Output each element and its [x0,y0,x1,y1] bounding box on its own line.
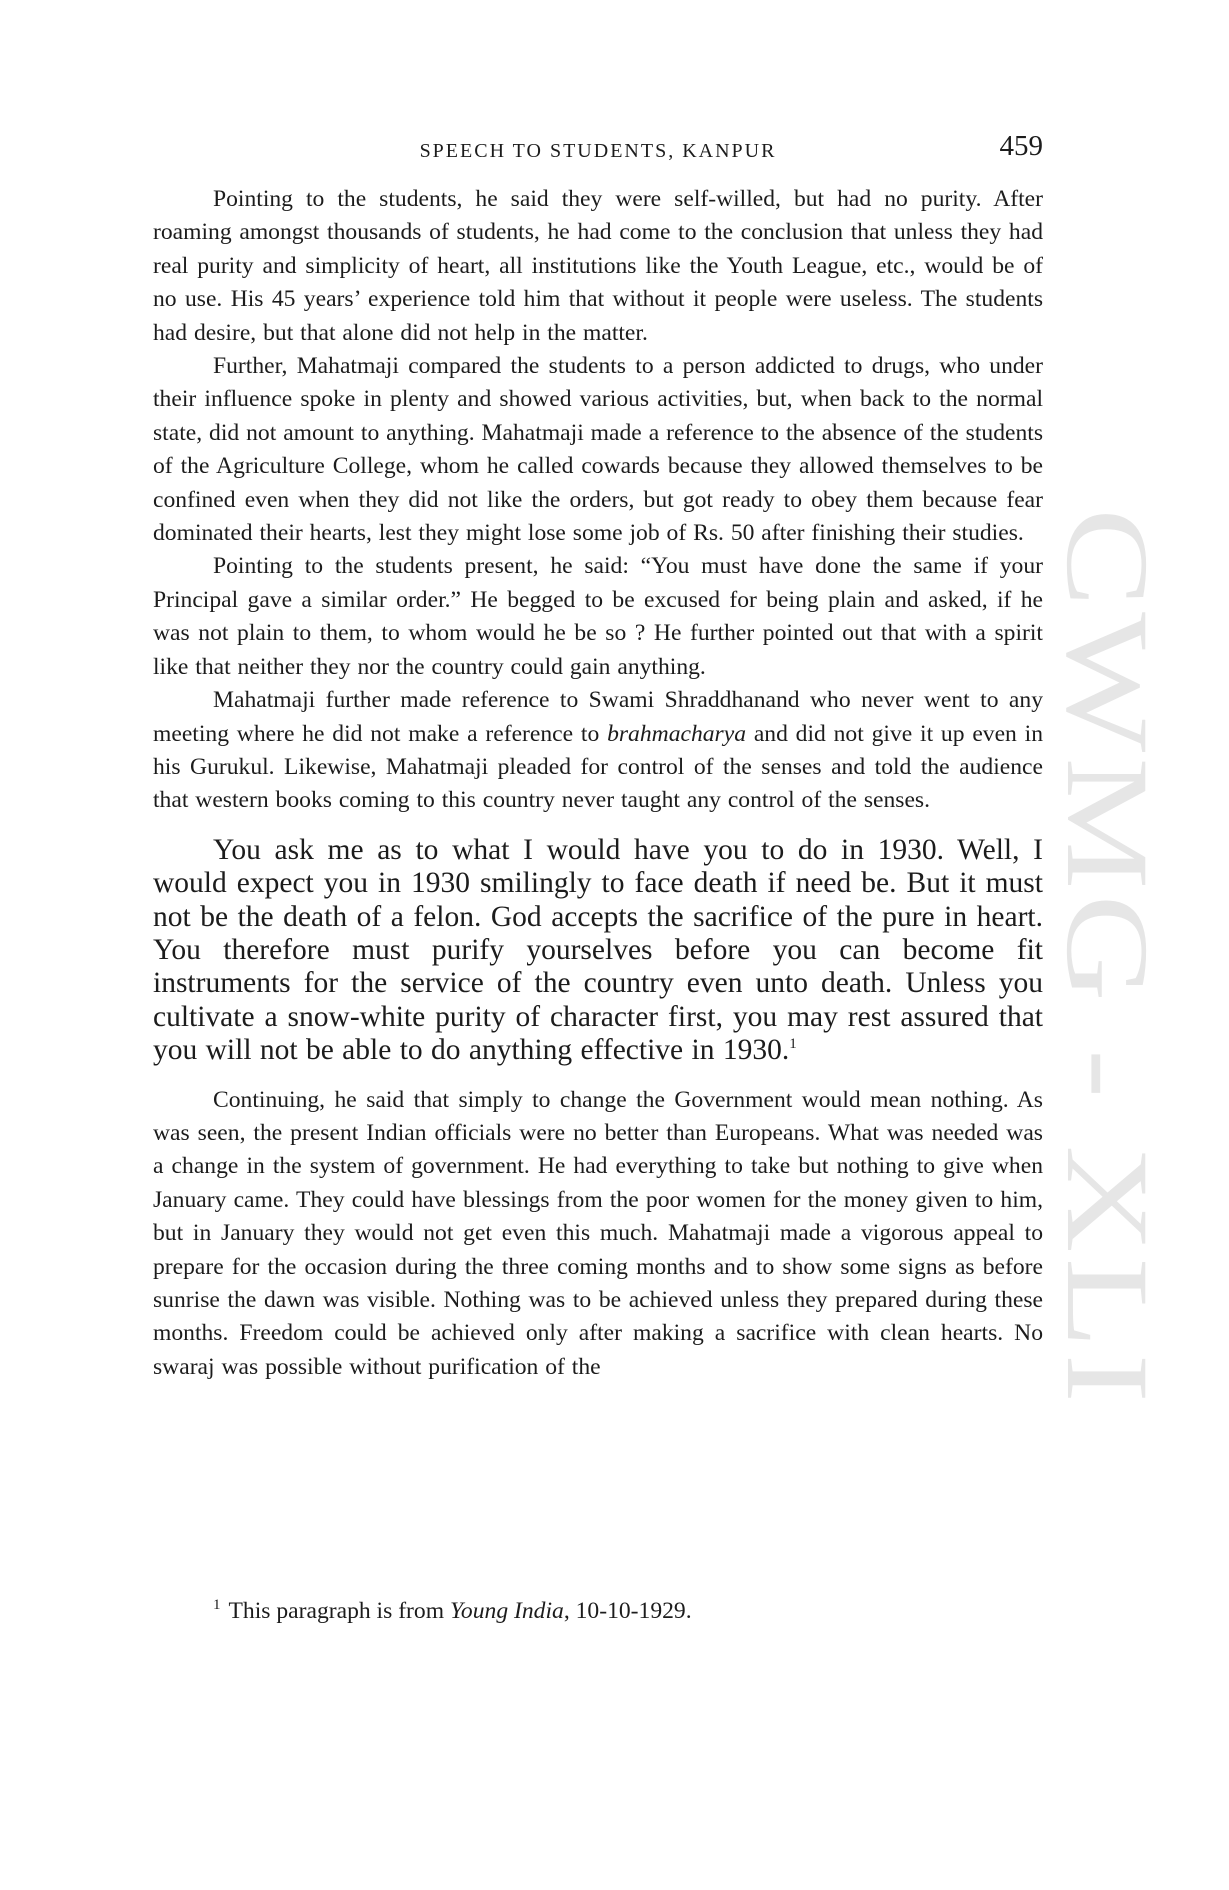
quote-text: You ask me as to what I would have you to do in 1930. Well, I would expect you in 1930 smilingly to face death if need be. But it must not be the death of a felon. God accepts the sacrifice of the pure in heart. You therefore must purify yourselves before you can become fit instruments for the service of the country even unto death. Unless you cultivate a snow-white purity of character first, you may rest assured that you will not be able to do anything effective in 1930. [153,833,1043,1067]
page-header [153,130,1043,170]
paragraph-swami-text-after: and did not give it up even in his Gurukul. Likewise, Mahatmaji pleaded for control of the senses and told the audience that western books coming to this country never taught any control of the senses. [153,720,1044,814]
watermark-text: CWMG - XLI [1042,508,1173,1224]
paragraph-swami-text-before: Mahatmaji further made reference to Swami Shraddhanand who never went to any meeting where he did not make a reference to [153,687,1043,747]
footnote-source-italic: Young India [449,1598,564,1624]
quote-paragraph [153,834,1043,1068]
page-number: 459 [999,130,1043,162]
footnote-text-after: , 10-10-1929. [563,1598,692,1624]
running-head: SPEECH TO STUDENTS, KANPUR [419,140,777,162]
paragraph-drugs: Further, Mahatmaji compared the students to a person addicted to drugs, who under their influence spoke in plenty and showed various activities, but, when back to the normal state, did not amount to anything. Mahatmaji made a reference to the absence of the students of the Agriculture College, whom he called cowards because they allowed themselves to be confined even when they did not like the orders, but got ready to obey them because fear dominated their hearts, lest they might lose some job of Rs. 50 after finishing their studies. [153,353,1043,547]
footnote [213,1596,1043,1626]
paragraph-swami [153,684,1043,818]
footnote-text-before: This paragraph is from [228,1598,450,1624]
page-body [153,183,1043,1384]
paragraph-principal: Pointing to the students present, he said: “You must have done the same if your Principal gave a similar order.” He begged to be excused for being plain and asked, if he was not plain to them, to whom would he be so ? He further pointed out that with a spirit like that neither they nor the country could gain anything. [153,553,1043,680]
paragraph-swami-italic: brahmacharya [607,720,747,747]
footnote-number: 1 [213,1597,221,1614]
footnote-reference: 1 [789,1036,797,1053]
paragraph-government: Continuing, he said that simply to change the Government would mean nothing. As was seen, the present Indian officials were no better than Europeans. What was needed was a change in the system of government. He had everything to take but nothing to give when January came. They could have blessings from the poor women for the money given to him, but in January they would not get even this much. Mahatmaji made a vigorous appeal to prepare for the occasion during the three coming months and to show some signs as before sunrise the dawn was visible. Nothing was to be achieved unless they prepared during these months. Freedom could be achieved only after making a sacrifice with clean hearts. No swaraj was possible without purification of the [153,1086,1043,1380]
paragraph-purity: Pointing to the students, he said they were self-willed, but had no purity. After roaming amongst thousands of students, he had come to the conclusion that unless they had real purity and simplicity of heart, all institutions like the Youth League, etc., would be of no use. His 45 years’ experience told him that without it people were useless. The students had desire, but that alone did not help in the matter. [153,186,1043,346]
